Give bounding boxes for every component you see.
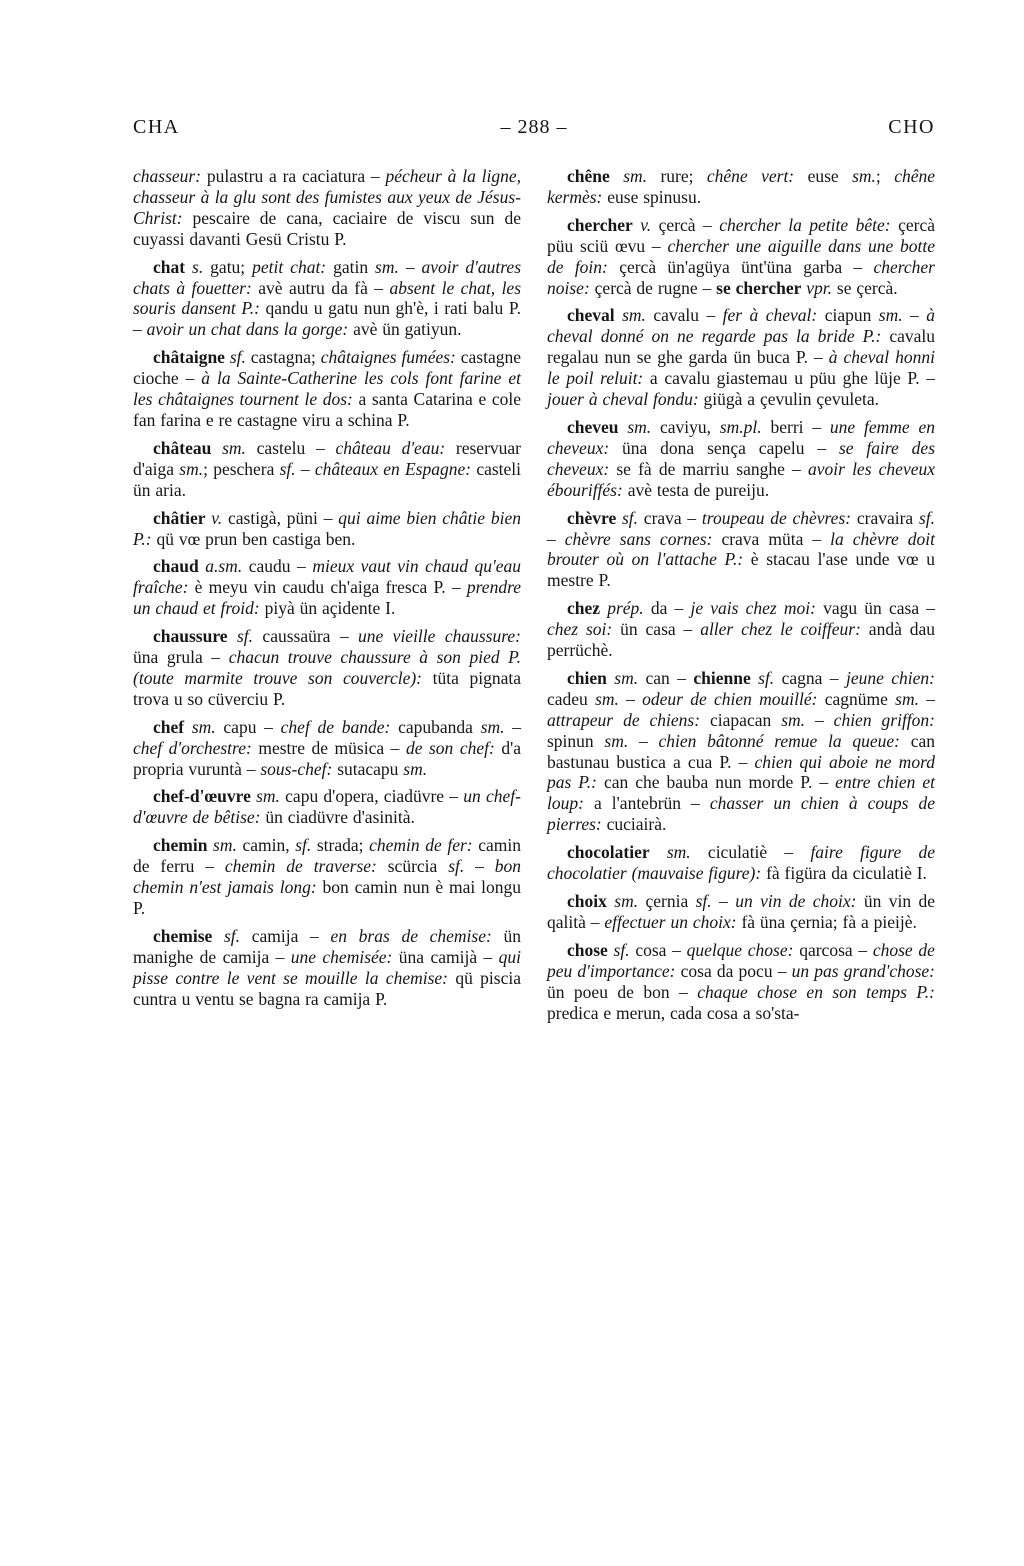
headword: chercher <box>567 214 633 235</box>
italic-text: sf. <box>616 507 644 528</box>
italic-text: une femme en cheveux: <box>547 416 935 458</box>
italic-text: château d'eau: <box>335 437 456 458</box>
italic-text: sm. <box>403 758 428 779</box>
headword: chat <box>153 256 186 277</box>
italic-text: sm. <box>207 835 243 856</box>
italic-text: avoir un chat dans la gorge: <box>146 319 354 340</box>
entry-chef <box>133 717 521 780</box>
roman-text: qarcosa – <box>799 939 873 960</box>
italic-text: avoir les cheveux ébouriffés: <box>547 458 936 500</box>
page-header <box>133 116 935 142</box>
italic-text: je vais chez moi: <box>690 598 824 619</box>
italic-text: mieux vaut vin chaud qu'eau fraîche: <box>133 556 521 598</box>
italic-text: sm.pl. <box>719 416 771 437</box>
roman-text: ün casa – <box>620 619 701 640</box>
roman-text: – <box>547 528 565 549</box>
italic-text: chien qui aboie ne mord pas P.: <box>547 751 935 793</box>
entry-chaud <box>133 556 521 619</box>
italic-text: a.sm. <box>198 556 249 577</box>
roman-text: cosa da pocu – <box>680 960 792 981</box>
headword: chose <box>567 939 608 960</box>
roman-text: – <box>902 305 927 326</box>
headword: château <box>153 437 212 458</box>
italic-text: quelque chose: <box>686 939 800 960</box>
roman-text: rure; <box>660 166 707 186</box>
roman-text: cadeu <box>547 688 596 709</box>
italic-text: sm. <box>618 416 660 437</box>
roman-text: a santa Catarina e cole fan farina e re castagne viru a schina P. <box>133 389 522 430</box>
headword: chêne <box>567 166 610 186</box>
roman-text: can che bauba nun morde P. – <box>603 772 836 793</box>
entry-chemise <box>133 926 521 1010</box>
roman-text: predica e merun, cada cosa a so'sta- <box>547 1002 800 1023</box>
roman-text: üna grula – <box>133 647 229 668</box>
italic-text: chercher noise: <box>547 256 935 298</box>
roman-text: pulastru a ra caciatura – <box>201 166 386 186</box>
header-guide-word-left: CHA <box>133 116 180 138</box>
headword: chez <box>567 598 601 619</box>
italic-text: sm. <box>606 667 646 688</box>
italic-text: une vieille chaussure: <box>358 626 521 647</box>
headword: chef <box>153 716 185 737</box>
italic-text: la chèvre doit brouter où on l'attache P.: <box>547 528 936 570</box>
italic-text: sf. <box>295 835 317 856</box>
italic-text: chef d'orchestre: <box>133 737 259 758</box>
roman-text: è meyu vin caudu ch'aiga fresca P. – <box>194 577 467 598</box>
italic-text: un chef-d'œuvre de bêtise: <box>133 786 521 828</box>
headword: châtier <box>153 507 206 528</box>
headword: chemin <box>153 835 208 856</box>
roman-text: çercà de rugne – <box>594 277 717 298</box>
roman-text: – <box>464 856 495 877</box>
roman-text: ; <box>875 166 895 186</box>
roman-text: üna dona sença capelu – <box>622 437 839 458</box>
entry-chat <box>133 257 521 341</box>
italic-text: châteaux en Espagne: <box>314 458 477 479</box>
italic-text: qui pisse contre le vent se mouille la chemise: <box>133 946 521 988</box>
roman-text: avè autru da fà – <box>258 277 390 298</box>
italic-text: sm. <box>250 786 286 807</box>
roman-text: – <box>628 730 659 751</box>
roman-text: sutacapu <box>337 758 404 779</box>
italic-text: troupeau de chèvres: <box>701 507 857 528</box>
italic-text: jouer à cheval fondu: <box>547 389 704 410</box>
headword: choix <box>567 891 607 911</box>
italic-text: sm. <box>606 891 646 911</box>
roman-text: fà üna çernia; fà a pieijè. <box>741 911 917 932</box>
italic-text: entre chien et loup: <box>547 772 936 814</box>
italic-text: chasser un chien à coups de pierres: <box>547 793 935 835</box>
roman-text: pescaire de cana, caciaire de viscu sun de cuyassi davanti Gesü Cristu P. <box>133 207 521 249</box>
roman-text: – <box>398 256 422 277</box>
headword: se chercher <box>716 277 802 298</box>
headword: châtaigne <box>153 347 225 368</box>
italic-text: sf. <box>224 347 251 368</box>
roman-text: avè ün gatiyun. <box>353 319 462 340</box>
italic-text: pécheur à la ligne, chasseur à la glu sont des fumistes aux yeux de Jésus-Christ: <box>133 166 521 228</box>
entry-chasseur <box>133 166 521 250</box>
italic-text: vpr. <box>801 277 837 298</box>
roman-text: piyà ün açidente I. <box>264 598 396 619</box>
italic-text: sm. <box>649 842 708 863</box>
headword: chemise <box>153 925 213 946</box>
roman-text: can – <box>645 667 694 688</box>
italic-text: sm. <box>609 166 661 186</box>
italic-text: chemin de fer: <box>369 835 479 856</box>
entry-cheval <box>547 305 935 410</box>
roman-text: caviyu, <box>660 416 720 437</box>
italic-text: à cheval donné on ne regarde pas la bride P.: <box>547 305 935 347</box>
italic-text: sm. <box>480 716 505 737</box>
italic-text: sf. <box>750 667 782 688</box>
roman-text: reservuar d'aiga <box>133 437 521 479</box>
entry-chatier <box>133 508 521 550</box>
roman-text: casteli ün aria. <box>133 458 522 500</box>
italic-text: aller chez le coiffeur: <box>700 619 869 640</box>
roman-text: ün ciadüvre d'asinità. <box>265 807 415 828</box>
italic-text: sf. <box>695 891 712 911</box>
roman-text: andà dau perrüchè. <box>547 619 935 661</box>
roman-text: ciculatiè – <box>707 842 811 863</box>
entry-chercher <box>547 215 935 299</box>
roman-text: strada; <box>316 835 370 856</box>
roman-text: qü vœ prun ben castiga ben. <box>156 528 356 549</box>
headword: chienne <box>693 667 751 688</box>
roman-text: caudu – <box>248 556 313 577</box>
roman-text: crava – <box>643 507 702 528</box>
roman-text: tüta pignata trova u so cüverciu P. <box>133 667 521 709</box>
roman-text: d'a propria vuruntà – <box>133 737 521 779</box>
italic-text: sm. <box>595 688 619 709</box>
page-number: – 288 – <box>500 116 568 138</box>
header-guide-word-right: CHO <box>888 116 935 138</box>
roman-text: crava müta – <box>721 528 831 549</box>
entry-cheveu <box>547 417 935 501</box>
italic-text: faire figure de chocolatier (mauvaise figure): <box>547 842 935 884</box>
roman-text: castigà, püni – <box>227 507 339 528</box>
italic-text: prendre un chaud et froid: <box>133 577 521 619</box>
entry-chose <box>547 940 935 1024</box>
italic-text: chêne kermès: <box>547 166 935 207</box>
italic-text: sm. <box>878 305 903 326</box>
italic-text: prép. <box>600 598 651 619</box>
headword: chèvre <box>567 507 617 528</box>
left-column <box>133 166 521 1030</box>
roman-text: cavalu regalau nun se ghe garda ün buca P. – <box>547 326 935 368</box>
italic-text: chêne vert: <box>706 166 808 186</box>
roman-text: ; peschera <box>203 458 280 479</box>
columns-container <box>133 166 935 1030</box>
italic-text: effectuer un choix: <box>604 911 742 932</box>
roman-text: berri – <box>770 416 830 437</box>
roman-text: – <box>295 458 315 479</box>
roman-text: fà figüra da ciculatiè I. <box>766 863 927 884</box>
italic-text: chercher la petite bête: <box>719 214 899 235</box>
roman-text: bon camin nun è mai longu P. <box>133 877 521 918</box>
roman-text: cagna – <box>781 667 846 688</box>
italic-text: chemin de traverse: <box>224 856 388 877</box>
roman-text: üna camijà – <box>398 946 499 967</box>
entry-chene <box>547 166 935 208</box>
roman-text: è stacau l'ase unde vœ u mestre P. <box>547 549 935 591</box>
italic-text: sm. <box>375 256 399 277</box>
roman-text: cagnüme <box>824 688 896 709</box>
italic-text: à la Sainte-Catherine les cols font farine et les châtaignes tournent le dos: <box>133 368 521 410</box>
headword: cheval <box>567 305 615 326</box>
roman-text: spinun <box>547 730 605 751</box>
roman-text: castagne cioche – <box>133 347 521 389</box>
italic-text: attrapeur de chiens: <box>547 709 711 730</box>
roman-text: camija – <box>251 925 331 946</box>
entry-choix <box>547 891 935 933</box>
roman-text: vagu ün casa – <box>823 598 936 619</box>
italic-text: avoir d'autres chats à fouetter: <box>133 256 522 298</box>
entry-chez <box>547 598 935 661</box>
entry-chaussure <box>133 626 521 710</box>
headword: chien <box>567 667 607 688</box>
entry-chataigne <box>133 347 521 431</box>
roman-text: qandu u gatu nun gh'è, i rati balu P. – <box>133 298 522 340</box>
italic-text: sf. <box>279 458 296 479</box>
italic-text: à cheval honni le poil reluit: <box>547 347 935 389</box>
dictionary-page <box>133 116 935 1030</box>
italic-text: un vin de choix: <box>735 891 864 911</box>
italic-text: se faire des cheveux: <box>547 437 936 479</box>
right-column <box>547 166 935 1030</box>
roman-text: castagna; <box>250 347 321 368</box>
roman-text: gatin <box>333 256 376 277</box>
italic-text: chasseur: <box>133 166 202 186</box>
italic-text: absent le chat, les souris dansent P.: <box>133 277 522 319</box>
italic-text: un pas grand'chose: <box>791 960 935 981</box>
italic-text: chose de peu d'importance: <box>547 939 935 981</box>
roman-text: ciapun <box>824 305 879 326</box>
italic-text: s. <box>185 256 211 277</box>
roman-text: da – <box>650 598 691 619</box>
italic-text: sf. <box>918 507 935 528</box>
roman-text: cravaira <box>856 507 919 528</box>
italic-text: sm. <box>211 437 257 458</box>
roman-text: se çercà. <box>836 277 898 298</box>
italic-text: v. <box>632 214 659 235</box>
roman-text: a l'antebrün – <box>593 793 710 814</box>
roman-text: castelu – <box>256 437 336 458</box>
italic-text: odeur de chien mouillé: <box>642 688 825 709</box>
italic-text: bon chemin n'est jamais long: <box>133 856 521 898</box>
roman-text: – <box>711 891 736 911</box>
italic-text: sous-chef: <box>260 758 338 779</box>
italic-text: sf. <box>227 626 263 647</box>
italic-text: v. <box>205 507 228 528</box>
headword: chef-d'œuvre <box>153 786 251 807</box>
italic-text: châtaignes fumées: <box>320 347 461 368</box>
roman-text: cuciairà. <box>606 814 667 835</box>
entry-chemin <box>133 835 521 919</box>
italic-text: sm. <box>895 688 919 709</box>
roman-text: – <box>919 688 936 709</box>
roman-text: – <box>504 716 521 737</box>
roman-text: scürcia <box>387 856 449 877</box>
italic-text: de son chef: <box>405 737 502 758</box>
roman-text: euse <box>807 166 853 186</box>
italic-text: chercher une aiguille dans une botte de foin: <box>547 235 936 277</box>
italic-text: en bras de chemise: <box>330 925 504 946</box>
italic-text: sf. <box>212 925 252 946</box>
headword: chaud <box>153 556 199 577</box>
roman-text: çercà – <box>658 214 720 235</box>
roman-text: avè testa de pureiju. <box>627 479 770 500</box>
italic-text: qui aime bien châtie bien P.: <box>133 507 521 549</box>
roman-text: ün vin de qalità – <box>547 891 936 932</box>
italic-text: sm. <box>604 730 629 751</box>
roman-text: capu d'opera, ciadüvre – <box>285 786 464 807</box>
entry-chevre <box>547 508 935 592</box>
roman-text: çercà ün'agüya ünt'üna garba – <box>619 256 874 277</box>
italic-text: une chemisée: <box>290 946 399 967</box>
italic-text: petit chat: <box>252 256 334 277</box>
italic-text: chien griffon: <box>833 709 935 730</box>
italic-text: chien bâtonné remue la queue: <box>658 730 911 751</box>
roman-text: – <box>618 688 643 709</box>
roman-text: capu – <box>223 716 281 737</box>
italic-text: sm. <box>781 709 806 730</box>
italic-text: sm. <box>184 716 224 737</box>
headword: cheveu <box>567 416 619 437</box>
roman-text: can bastunau bustica a cua P. – <box>547 730 935 772</box>
roman-text: caussaüra – <box>262 626 358 647</box>
roman-text: euse spinusu. <box>607 186 702 207</box>
roman-text: cosa – <box>635 939 687 960</box>
italic-text: sm. <box>614 305 654 326</box>
roman-text: ciapacan <box>710 709 782 730</box>
roman-text: ün manighe de camija – <box>133 925 521 967</box>
italic-text: sf. <box>607 939 636 960</box>
italic-text: sm. <box>179 458 204 479</box>
roman-text: camin, <box>242 835 296 856</box>
entry-chocolatier <box>547 842 935 884</box>
entry-chateau <box>133 438 521 501</box>
roman-text: se fà de marriu sanghe – <box>616 458 808 479</box>
entry-chef-d-oeuvre <box>133 786 521 828</box>
roman-text: mestre de müsica – <box>258 737 406 758</box>
italic-text: fer à cheval: <box>722 305 825 326</box>
roman-text: gatu; <box>210 256 253 277</box>
italic-text: chaque chose en son temps P.: <box>697 981 935 1002</box>
roman-text: camin de ferru – <box>133 835 521 877</box>
italic-text: sf. <box>448 856 465 877</box>
roman-text: ün poeu de bon – <box>547 981 698 1002</box>
italic-text: jeune chien: <box>845 667 935 688</box>
roman-text: çernia <box>645 891 696 911</box>
roman-text: a cavalu giastemau u püu ghe lüje P. – <box>649 368 935 389</box>
roman-text: giügà a çevulin çevuleta. <box>703 389 879 410</box>
italic-text: chef de bande: <box>280 716 399 737</box>
roman-text: cavalu – <box>653 305 723 326</box>
italic-text: chèvre sans cornes: <box>564 528 722 549</box>
italic-text: sm. <box>852 166 876 186</box>
entry-chien <box>547 668 935 835</box>
headword: chaussure <box>153 626 228 647</box>
roman-text: – <box>805 709 834 730</box>
roman-text: capubanda <box>398 716 481 737</box>
roman-text: qü piscia cuntra u ventu se bagna ra camija P. <box>133 967 521 1009</box>
roman-text: çercà püu sciü œvu – <box>547 214 936 256</box>
italic-text: chez soi: <box>547 619 621 640</box>
headword: chocolatier <box>567 842 650 863</box>
italic-text: chacun trouve chaussure à son pied P. (toute marmite trouve son couvercle): <box>133 647 521 688</box>
